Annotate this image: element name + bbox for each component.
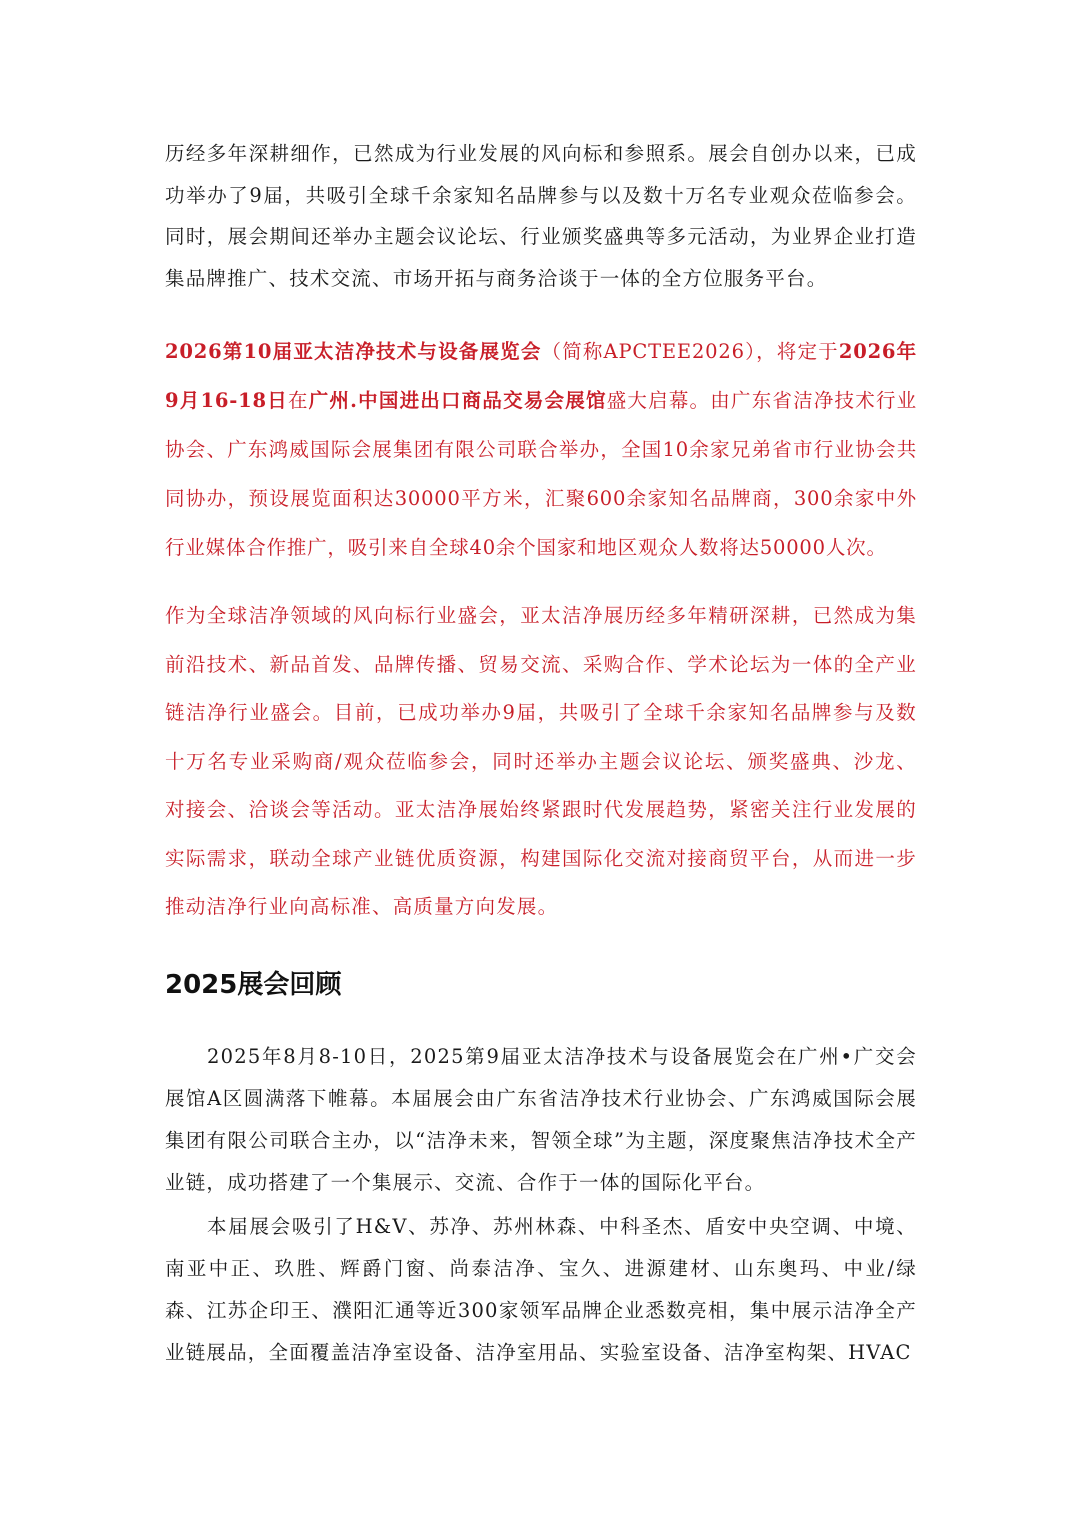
section-title-2025-review: 2025展会回顾 — [165, 970, 342, 1000]
review-paragraph-1: 2025年8月8-10日，2025第9届亚太洁净技术与设备展览会在广州•广交会展馆A区圆满落下帷幕。本届展会由广东省洁净技术行业协会、广东鸿威国际会展集团有限公司联合主办，以“洁净未来，智领全球”为主题，深度聚焦洁净技术全产业链，成功搭建了一个集展示、交流、合作于一体的国际化平台。 — [165, 1045, 917, 1194]
positioning-paragraph: 作为全球洁净领域的风向标行业盛会，亚太洁净展历经多年精研深耕，已然成为集前沿技术、新品首发、品牌传播、贸易交流、采购合作、学术论坛为一体的全产业链洁净行业盛会。目前，已成功举办9届，共吸引了全球千余家知名品牌参与及数十万名专业采购商/观众莅临参会，同时还举办主题会议论坛、颁奖盛典、沙龙、对接会、洽谈会等活动。亚太洁净展始终紧跟时代发展趋势，紧密关注行业发展的实际需求，联动全球产业链优质资源，构建国际化交流对接商贸平台，从而进一步推动洁净行业向高标准、高质量方向发展。 — [165, 604, 917, 918]
event-at: 在 — [288, 389, 309, 412]
event-name: 2026第10届亚太洁净技术与设备展览会 — [165, 340, 542, 363]
announcement-paragraph — [165, 327, 917, 572]
announcement-details: 盛大启幕。由广东省洁净技术行业协会、广东鸿威国际会展集团有限公司联合举办，全国10余家兄弟省市行业协会共同协办，预设展览面积达30000平方米，汇聚600余家知名品牌商，300余家中外行业媒体合作推广，吸引来自全球40余个国家和地区观众人数将达50000人次。 — [165, 389, 917, 559]
event-abbreviation: （简称APCTEE2026），将定于 — [541, 340, 839, 363]
review-paragraph-2: 本届展会吸引了H&V、苏净、苏州林森、中科圣杰、盾安中央空调、中境、南亚中正、玖胜、辉爵门窗、尚泰洁净、宝久、进源建材、山东奥玛、中业/绿森、江苏企印王、濮阳汇通等近300家领军品牌企业悉数亮相，集中展示洁净全产业链展品，全面覆盖洁净室设备、洁净室用品、实验室设备、洁净室构架、HVAC — [165, 1215, 917, 1364]
intro-paragraph: 历经多年深耕细作，已然成为行业发展的风向标和参照系。展会自创办以来，已成功举办了9届，共吸引全球千余家知名品牌参与以及数十万名专业观众莅临参会。同时，展会期间还举办主题会议论坛、行业颁奖盛典等多元活动，为业界企业打造集品牌推广、技术交流、市场开拓与商务洽谈于一体的全方位服务平台。 — [165, 142, 917, 290]
event-venue: 广州.中国进出口商品交易会展馆 — [308, 389, 607, 412]
event-dates: 2026年9月16-18日 — [165, 340, 917, 412]
